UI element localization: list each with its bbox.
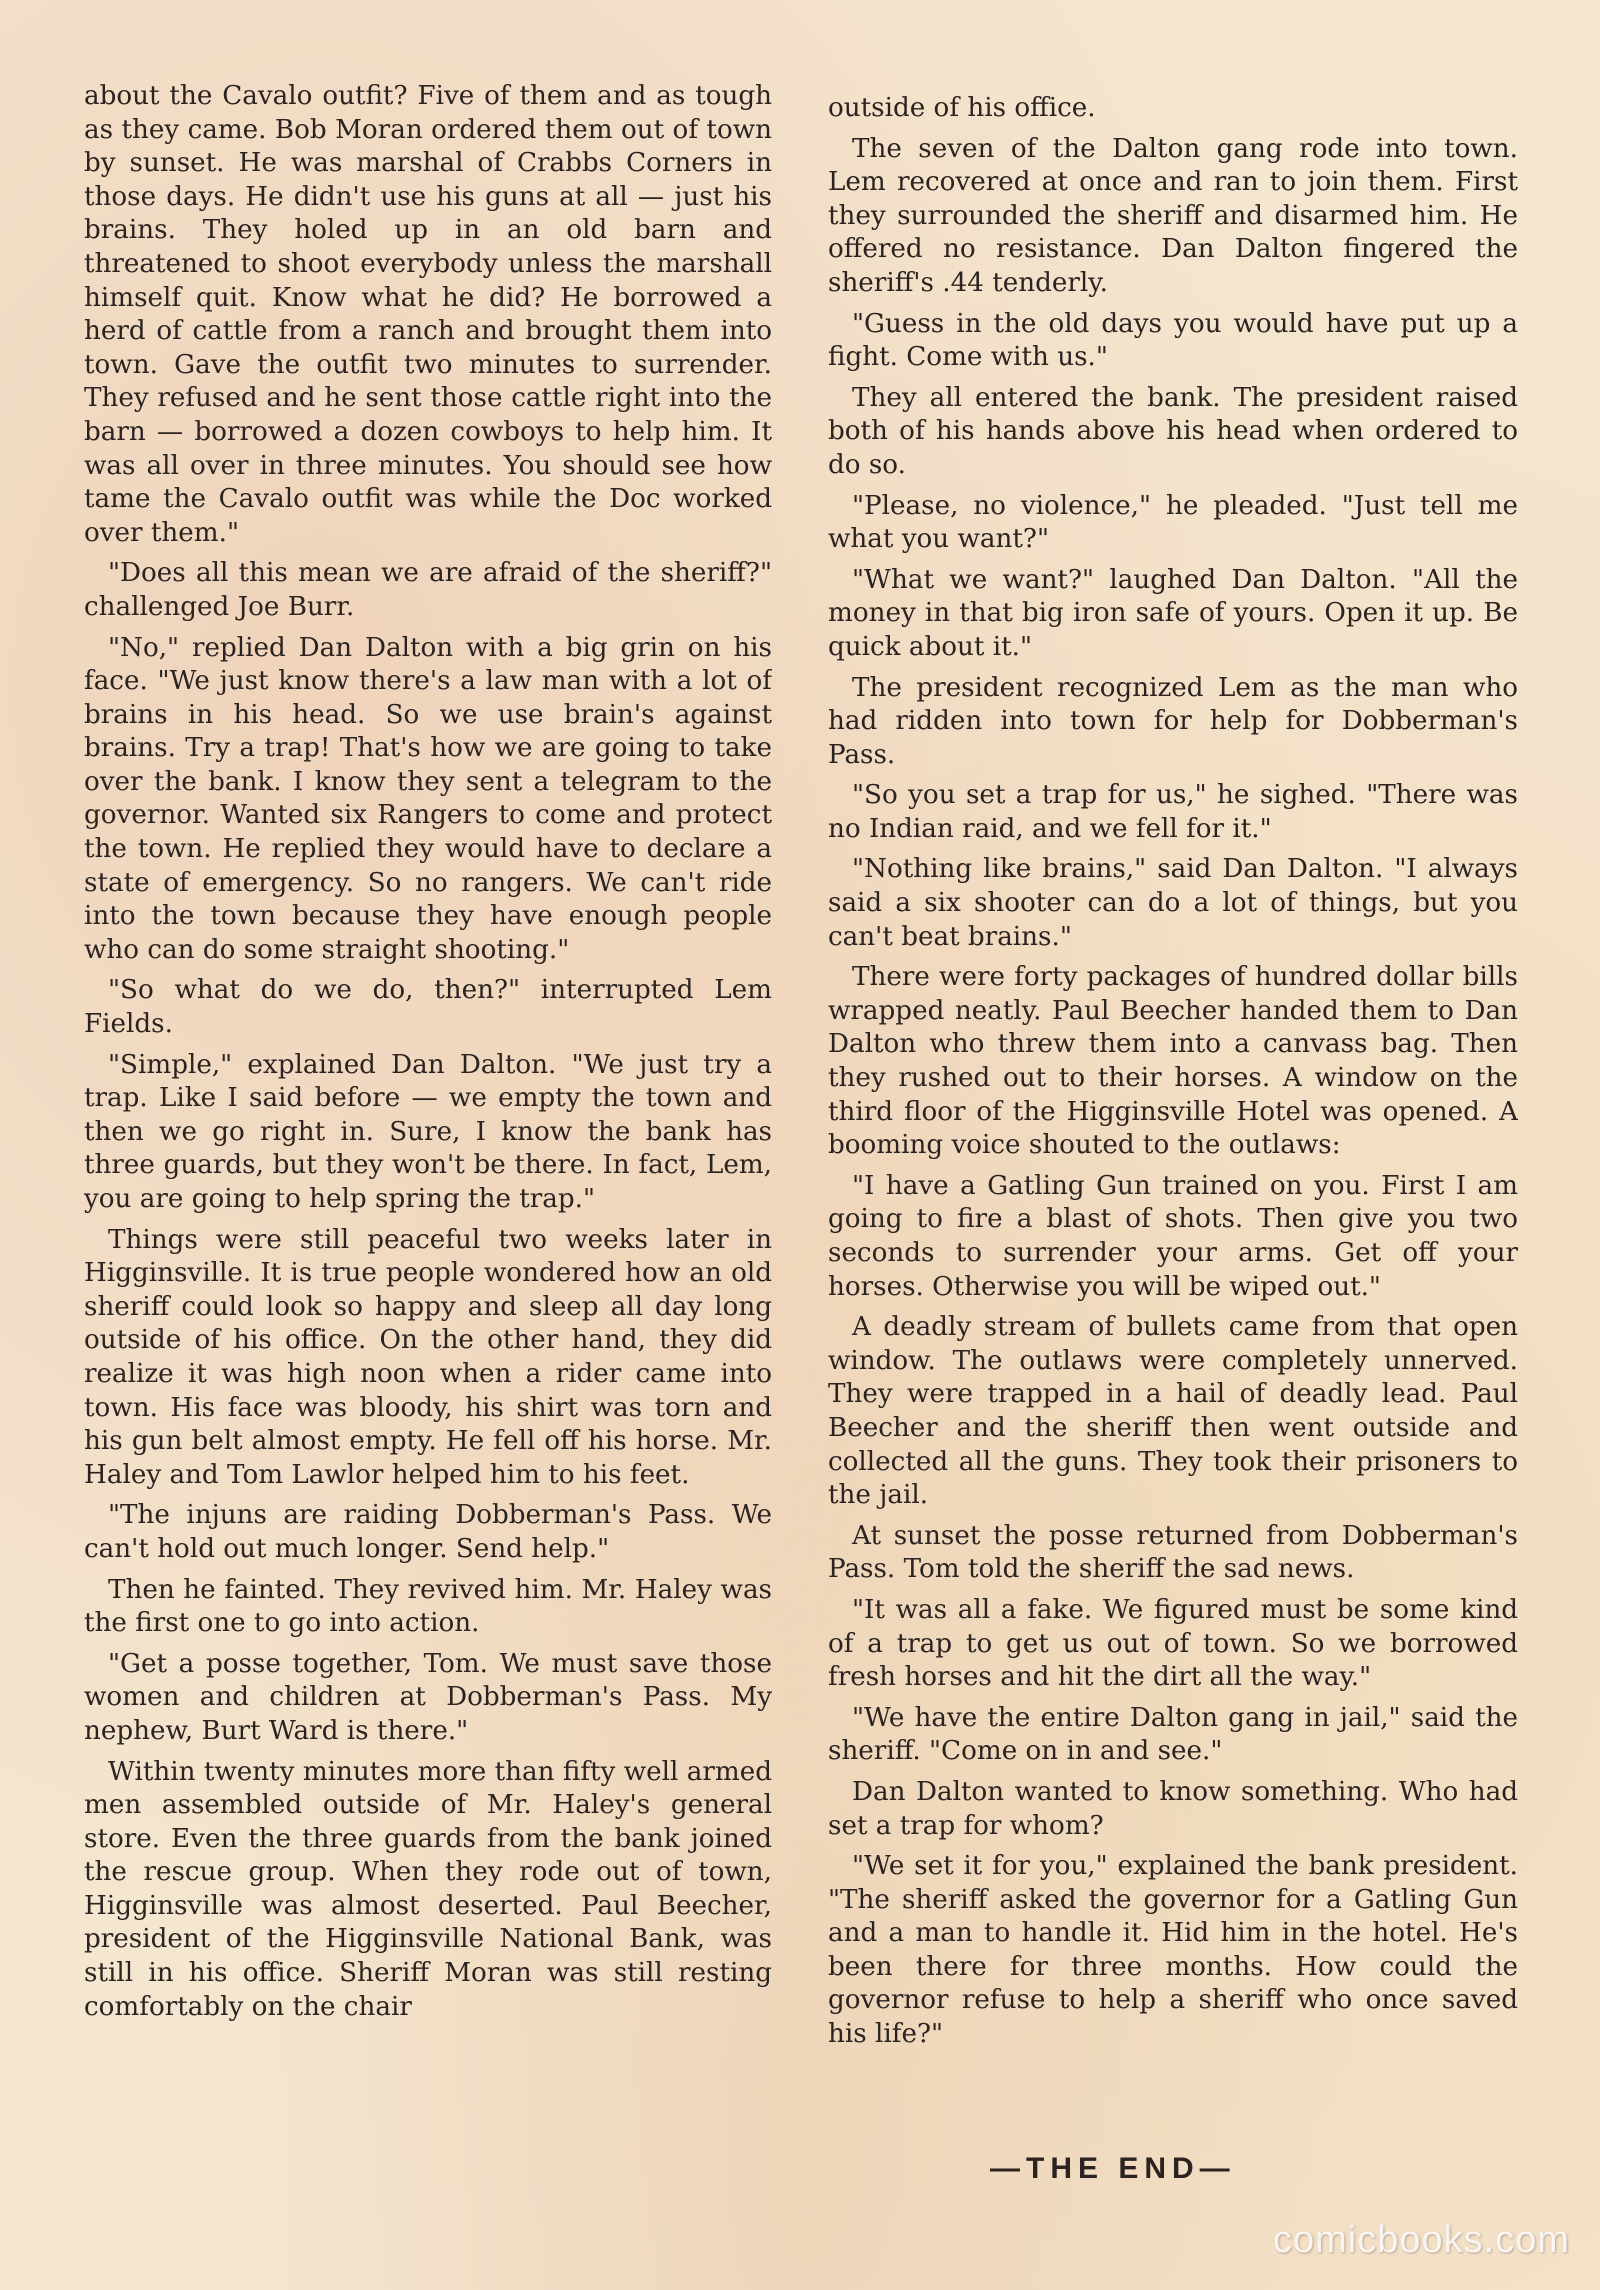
paragraph: outside of his office.	[828, 93, 1096, 123]
paragraph: At sunset the posse returned from Dobberman's Pass. Tom told the sheriff the sad news.	[828, 1520, 1518, 1585]
paragraph: The seven of the Dalton gang rode into town. Lem recovered at once and ran to join them. First they surrounded the sheriff and disarmed him. He offered no resistance. Dan Dalton fingered the sheriff's .44 tenderly.	[828, 133, 1518, 298]
paragraph: "We set it for you," explained the bank president. "The sheriff asked the governor for a Gatling Gun and a man to handle it. Hid him in the hotel. He's been there for three months. How could the governor refuse to help a sheriff who once saved his life?"	[828, 1851, 1518, 2050]
right-text-column	[828, 92, 1518, 2202]
paragraph: "We have the entire Dalton gang in jail," said the sheriff. "Come on in and see."	[828, 1702, 1518, 1767]
left-text-column	[84, 80, 772, 2190]
paragraph: "The injuns are raiding Dobberman's Pass. We can't hold out much longer. Send help."	[84, 1500, 772, 1564]
paragraph: "Please, no violence," he pleaded. "Just tell me what you want?"	[828, 490, 1518, 555]
paragraph: "So you set a trap for us," he sighed. "There was no Indian raid, and we fell for it."	[828, 780, 1518, 844]
paragraph: "So what do we do, then?" interrupted Lem Fields.	[84, 975, 772, 1040]
paragraph: The president recognized Lem as the man who had ridden into town for help for Dobberman's Pass.	[828, 672, 1518, 770]
the-end-label: —THE END—	[990, 2152, 1236, 2185]
paragraph: Then he fainted. They revived him. Mr. Haley was the first one to go into action.	[84, 1574, 772, 1639]
paragraph: Things were still peaceful two weeks later in Higginsville. It is true people wondered how an old sheriff could look so happy and sleep all day long outside of his office. On the other hand, they did realize it was high noon when a rider came into town. His face was bloody, his shirt was torn and his gun belt almost empty. He fell off his horse. Mr. Haley and Tom Lawlor helped him to his feet.	[84, 1224, 772, 1490]
paragraph: They all entered the bank. The president raised both of his hands above his head when ordered to do so.	[828, 382, 1518, 480]
paragraph: about the Cavalo outfit? Five of them and as tough as they came. Bob Moran ordered them out of town by sunset. He was marshal of Crabbs Corners in those days. He didn't use his guns at all — just his brains. They holed up in an old barn and threatened to shoot everybody unless the marshall himself quit. Know what he did? He borrowed a herd of cattle from a ranch and brought them into town. Gave the outfit two minutes to surrender. They refused and he sent those cattle right into the barn — borrowed a dozen cowboys to help him. It was all over in three minutes. You should see how tame the Cavalo outfit was while the Doc worked over them."	[84, 81, 772, 548]
paragraph: "It was all a fake. We figured must be some kind of a trap to get us out of town. So we borrowed fresh horses and hit the dirt all the way."	[828, 1594, 1518, 1693]
paragraph: "What we want?" laughed Dan Dalton. "All the money in that big iron safe of yours. Open it up. Be quick about it."	[828, 564, 1518, 662]
paragraph: A deadly stream of bullets came from that open window. The outlaws were completely unnerved. They were trapped in a hail of deadly lead. Paul Beecher and the sheriff then went outside and collected all the guns. They took their prisoners to the jail.	[828, 1312, 1518, 1511]
site-watermark: comicbooks.com	[1273, 2219, 1570, 2261]
paragraph: "Simple," explained Dan Dalton. "We just try a trap. Like I said before — we empty the town and then we go right in. Sure, I know the bank has three guards, but they won't be there. In fact, Lem, you are going to help spring the trap."	[84, 1049, 772, 1214]
paragraph: "Nothing like brains," said Dan Dalton. "I always said a six shooter can do a lot of things, but you can't beat brains."	[828, 854, 1518, 952]
paragraph: Dan Dalton wanted to know something. Who had set a trap for whom?	[828, 1776, 1518, 1841]
paragraph: There were forty packages of hundred dollar bills wrapped neatly. Paul Beecher handed them to Dan Dalton who threw them into a canvass bag. Then they rushed out to their horses. A window on the third floor of the Higginsville Hotel was opened. A booming voice shouted to the outlaws:	[828, 962, 1518, 1161]
paragraph: "No," replied Dan Dalton with a big grin on his face. "We just know there's a law man with a lot of brains in his head. So we use brain's against brains. Try a trap! That's how we are going to take over the bank. I know they sent a telegram to the governor. Wanted six Rangers to come and protect the town. He replied they would have to declare a state of emergency. So no rangers. We can't ride into the town because they have enough people who can do some straight shooting."	[84, 632, 772, 965]
paragraph: "Get a posse together, Tom. We must save those women and children at Dobberman's Pass. My nephew, Burt Ward is there."	[84, 1648, 772, 1746]
paragraph: "I have a Gatling Gun trained on you. First I am going to fire a blast of shots. Then give you two seconds to surrender your arms. Get off your horses. Otherwise you will be wiped out."	[828, 1170, 1518, 1302]
paragraph: Within twenty minutes more than fifty well armed men assembled outside of Mr. Haley's general store. Even the three guards from the bank joined the rescue group. When they rode out of town, Higginsville was almost deserted. Paul Beecher, president of the Higginsville National Bank, was still in his office. Sheriff Moran was still resting comfortably on the chair	[84, 1756, 772, 2022]
paragraph: "Does all this mean we are afraid of the sheriff?" challenged Joe Burr.	[84, 558, 772, 622]
paragraph: "Guess in the old days you would have put up a fight. Come with us."	[828, 308, 1518, 373]
